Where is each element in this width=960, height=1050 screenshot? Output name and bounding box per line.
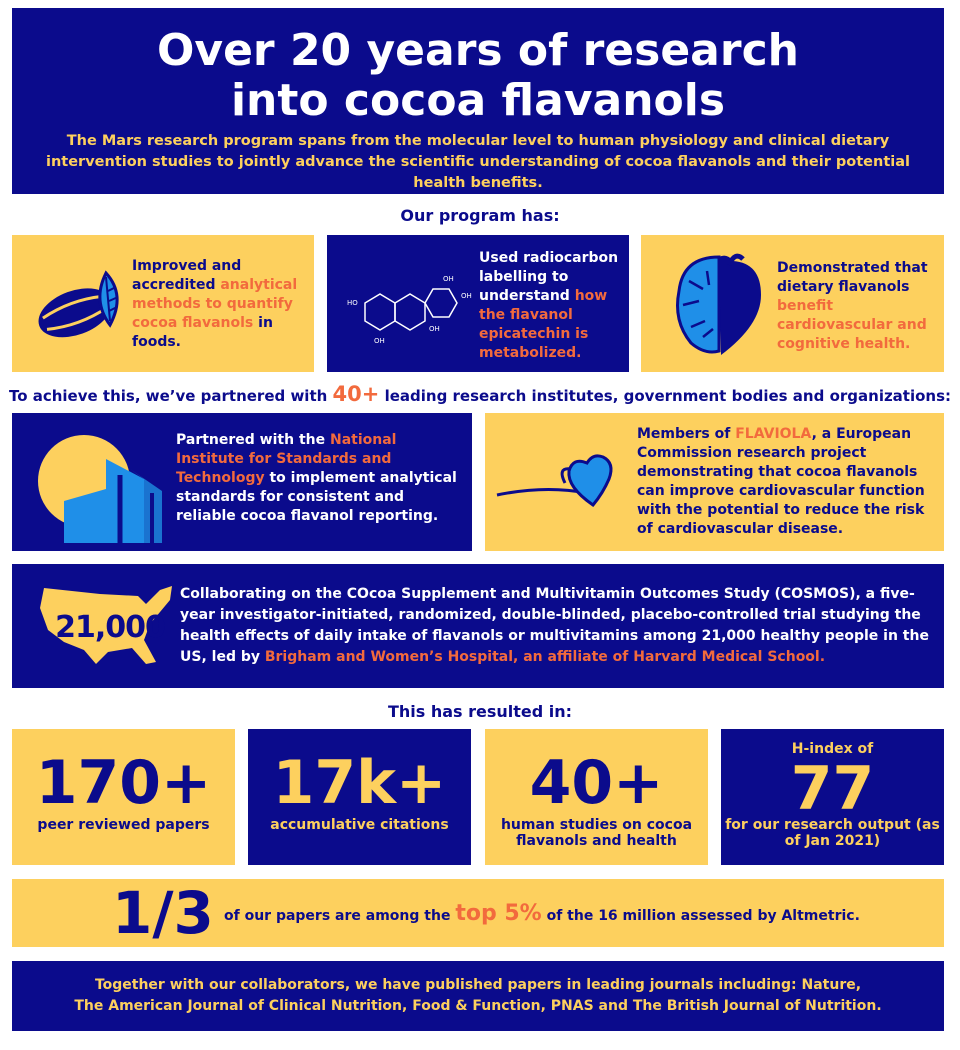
partner-card-flaviola	[485, 413, 944, 551]
epicatechin-molecule-icon	[345, 253, 475, 358]
header-description: The Mars research program spans from the molecular level to human physiology and clinical dietary intervention studies to jointly advance the scientific understanding of cocoa flavanols and their potential health benefits.	[46, 133, 910, 191]
footer-banner	[12, 961, 944, 1031]
svg-text:HO: HO	[347, 299, 358, 307]
partner-card-nist	[12, 413, 472, 551]
page-title	[12, 26, 944, 126]
svg-text:OH: OH	[429, 325, 440, 333]
title-line-2: into cocoa flavanols	[230, 75, 726, 126]
program-label: Our program has:	[400, 206, 560, 225]
brain-heart-icon	[669, 251, 769, 359]
stat-human-studies-caption: human studies on cocoa flavanols and health	[500, 817, 693, 849]
partners-label: To achieve this, we’ve partnered with 40+ leading research institutes, government bodies and organizations:	[8, 382, 952, 406]
stat-citations-value: 17k+	[272, 748, 447, 818]
svg-text:OH: OH	[374, 337, 385, 345]
stat-human-studies-value: 40+	[529, 748, 664, 818]
footer-line-1: Together with our collaborators, we have published papers in leading journals including: Nature,	[94, 977, 862, 993]
altmetric-fraction: 1/3	[112, 879, 214, 947]
partner-card-flaviola-text: Members of FLAVIOLA, a European Commission research project demonstrating that cocoa flavanols can improve cardiovascular function with the potential to reduce the risk of cardiovascular disease.	[637, 426, 925, 537]
partner-card-nist-text: Partnered with the National Institute for Standards and Technology to implement analytical standards for consistent and reliable cocoa flavanol reporting.	[176, 432, 457, 524]
heart-icon	[495, 447, 630, 517]
altmetric-banner	[12, 879, 944, 947]
results-label: This has resulted in:	[387, 702, 573, 721]
svg-text:OH: OH	[443, 275, 454, 283]
stat-citations	[248, 729, 471, 865]
svg-text:OH: OH	[461, 292, 472, 300]
header-banner	[12, 8, 944, 194]
program-card-methods	[12, 235, 314, 372]
title-line-1: Over 20 years of research	[157, 25, 799, 76]
program-card-health-text: Demonstrated that dietary flavanols benefit cardiovascular and cognitive health.	[777, 260, 928, 352]
altmetric-text: of our papers are among the top 5% of the 16 million assessed by Altmetric.	[224, 901, 860, 926]
program-card-health	[641, 235, 944, 372]
stat-h-index-prefix: H-index of	[791, 741, 874, 757]
stat-papers-caption: peer reviewed papers	[37, 817, 210, 833]
program-card-methods-text: Improved and accredited analytical methods to quantify cocoa flavanols in foods.	[132, 258, 298, 350]
cosmos-map-number: 21,000	[55, 610, 165, 645]
program-card-radiocarbon-text: Used radiocarbon labelling to understand how the flavanol epicatechin is metabolized.	[479, 250, 619, 361]
cosmos-text: Collaborating on the COcoa Supplement and Multivitamin Outcomes Study (COSMOS), a five-year investigator-initiated, randomized, double-blinded, placebo-controlled trial studying the health effects of daily intake of flavanols or multivitamins among 21,000 healthy people in the US, led by Brigham and Women’s Hospital, an affiliate of Harvard Medical School.	[180, 586, 929, 665]
stat-h-index-value: 77	[790, 754, 875, 824]
footer-text	[12, 975, 944, 1017]
cocoa-pod-icon	[34, 255, 134, 355]
footer-line-2: The American Journal of Clinical Nutrition, Food & Function, PNAS and The British Journal of Nutrition.	[74, 998, 882, 1014]
stat-citations-caption: accumulative citations	[270, 817, 449, 833]
building-icon	[34, 431, 179, 543]
cosmos-banner	[12, 564, 944, 688]
stat-h-index-caption: for our research output (as of Jan 2021)	[725, 817, 940, 849]
program-card-radiocarbon	[327, 235, 629, 372]
stat-papers	[12, 729, 235, 865]
stat-h-index	[721, 729, 944, 865]
stat-human-studies	[485, 729, 708, 865]
stat-papers-value: 170+	[35, 748, 212, 818]
